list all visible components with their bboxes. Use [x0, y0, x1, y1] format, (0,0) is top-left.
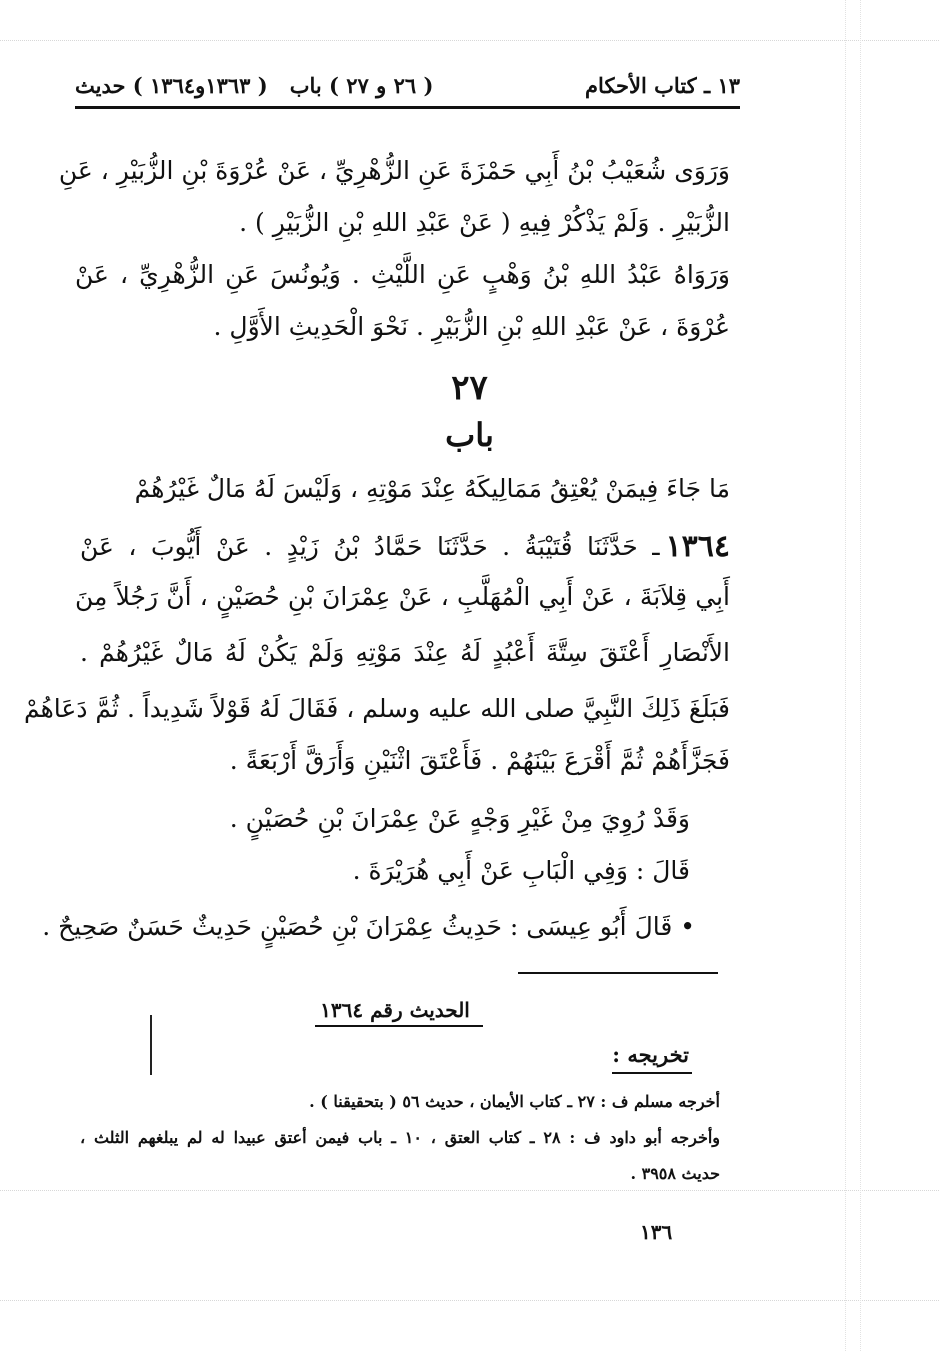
footnote-line: حديث ٣٩٥٨ . — [630, 1164, 720, 1183]
takhrij-rule — [612, 1072, 692, 1074]
hadith-line: فَجَزَّأَهُمْ ثُمَّ أَقْرَعَ بَيْنَهُمْ . فَأَعْتَقَ اثْنَيْنِ وَأَرَقَّ أَرْبَعَةً . — [229, 746, 730, 775]
footnote-heading: الحديث رقم ١٣٦٤ — [320, 998, 470, 1022]
scan-artifact — [860, 0, 861, 1351]
header-references — [75, 73, 433, 98]
body-line: الزُّبَيْرِ . وَلَمْ يَذْكُرْ فِيهِ ( عَنْ عَبْدِ اللهِ بْنِ الزُّبَيْرِ ) . — [239, 208, 730, 237]
hadith-grading: • قَالَ أَبُو عِيسَى : حَدِيثُ عِمْرَانَ بْنِ حُصَيْنٍ حَدِيثٌ حَسَنٌ صَحِيحٌ . — [42, 912, 695, 941]
header-rule — [75, 106, 740, 109]
chapter-title: باب — [445, 416, 494, 454]
hadith-number: ١٣٦٤ — [665, 528, 730, 564]
footnote-line: أخرجه مسلم ف : ٢٧ ـ كتاب الأيمان ، حديث ٥٦ ( بتحقيقنا ) . — [309, 1092, 720, 1111]
hadith-line: الأَنْصَارِ أَعْتَقَ سِتَّةَ أَعْبُدٍ لَهُ عِنْدَ مَوْتِهِ وَلَمْ يَكُنْ لَهُ مَالٌ غَيْرُهُمْ . — [80, 638, 730, 667]
hadith-line: أَبِي قِلاَبَةَ ، عَنْ أَبِي الْمُهَلَّبِ ، عَنْ عِمْرَانَ بْنِ حُصَيْنٍ ، أَنَّ رَجُلاً مِنَ — [75, 582, 730, 611]
body-line: وَرَوَاهُ عَبْدُ اللهِ بْنُ وَهْبٍ عَنِ اللَّيْثِ . وَيُونُسَ عَنِ الزُّهْرِيِّ ، عَنْ — [75, 260, 730, 289]
header-book-title: ١٣ ـ كتاب الأحكام — [585, 72, 740, 98]
chapter-heading: مَا جَاءَ فِيمَنْ يُعْتِقُ مَمَالِيكَهُ عِنْدَ مَوْتِهِ ، وَلَيْسَ لَهُ مَالٌ غَيْرُهُمْ — [134, 474, 730, 503]
scan-artifact — [0, 1300, 939, 1301]
margin-mark — [150, 1015, 152, 1075]
hadith-first-line — [80, 530, 730, 562]
footnote-heading-rule — [315, 1025, 483, 1027]
header-chapters: ( ٢٦ و ٢٧ ) باب — [289, 72, 434, 98]
running-header — [75, 68, 740, 102]
scan-artifact — [0, 40, 939, 41]
footnote-separator — [518, 972, 718, 974]
hadith-note: وَقَدْ رُوِيَ مِنْ غَيْرِ وَجْهٍ عَنْ عِمْرَانَ بْنِ حُصَيْنٍ . — [229, 804, 690, 833]
scan-artifact — [845, 0, 846, 1351]
hadith-line: ـ حَدَّثَنَا قُتَيْبَةُ . حَدَّثَنَا حَمَّادُ بْنُ زَيْدٍ . عَنْ أَيُّوبَ ، عَنْ — [80, 531, 660, 561]
hadith-note: قَالَ : وَفِي الْبَابِ عَنْ أَبِي هُرَيْرَةَ . — [352, 856, 690, 885]
body-line: عُرْوَةَ ، عَنْ عَبْدِ اللهِ بْنِ الزُّبَيْرِ . نَحْوَ الْحَدِيثِ الأَوَّلِ . — [213, 312, 730, 341]
page-number: ١٣٦ — [640, 1220, 673, 1244]
footnote-line: وأخرجه أبو داود ف : ٢٨ ـ كتاب العتق ، ١٠ ـ باب فيمن أعتق عبيدا له لم يبلغهم الثلث ، — [80, 1128, 721, 1147]
body-line: وَرَوَى شُعَيْبُ بْنُ أَبِي حَمْزَةَ عَنِ الزُّهْرِيِّ ، عَنْ عُرْوَةَ بْنِ الزُّبَيْرِ ، عَنِ — [58, 156, 730, 185]
chapter-number: ٢٧ — [451, 368, 488, 408]
scan-artifact — [0, 1190, 939, 1191]
takhrij-label: تخريجه : — [612, 1042, 689, 1067]
header-hadiths: ( ١٣٦٣و١٣٦٤ ) حديث — [75, 72, 268, 98]
hadith-line: فَبَلَغَ ذَلِكَ النَّبِيَّ صلى الله عليه وسلم ، فَقَالَ لَهُ قَوْلاً شَدِيداً . ثُمَّ دَعَاهُمْ — [23, 694, 730, 723]
